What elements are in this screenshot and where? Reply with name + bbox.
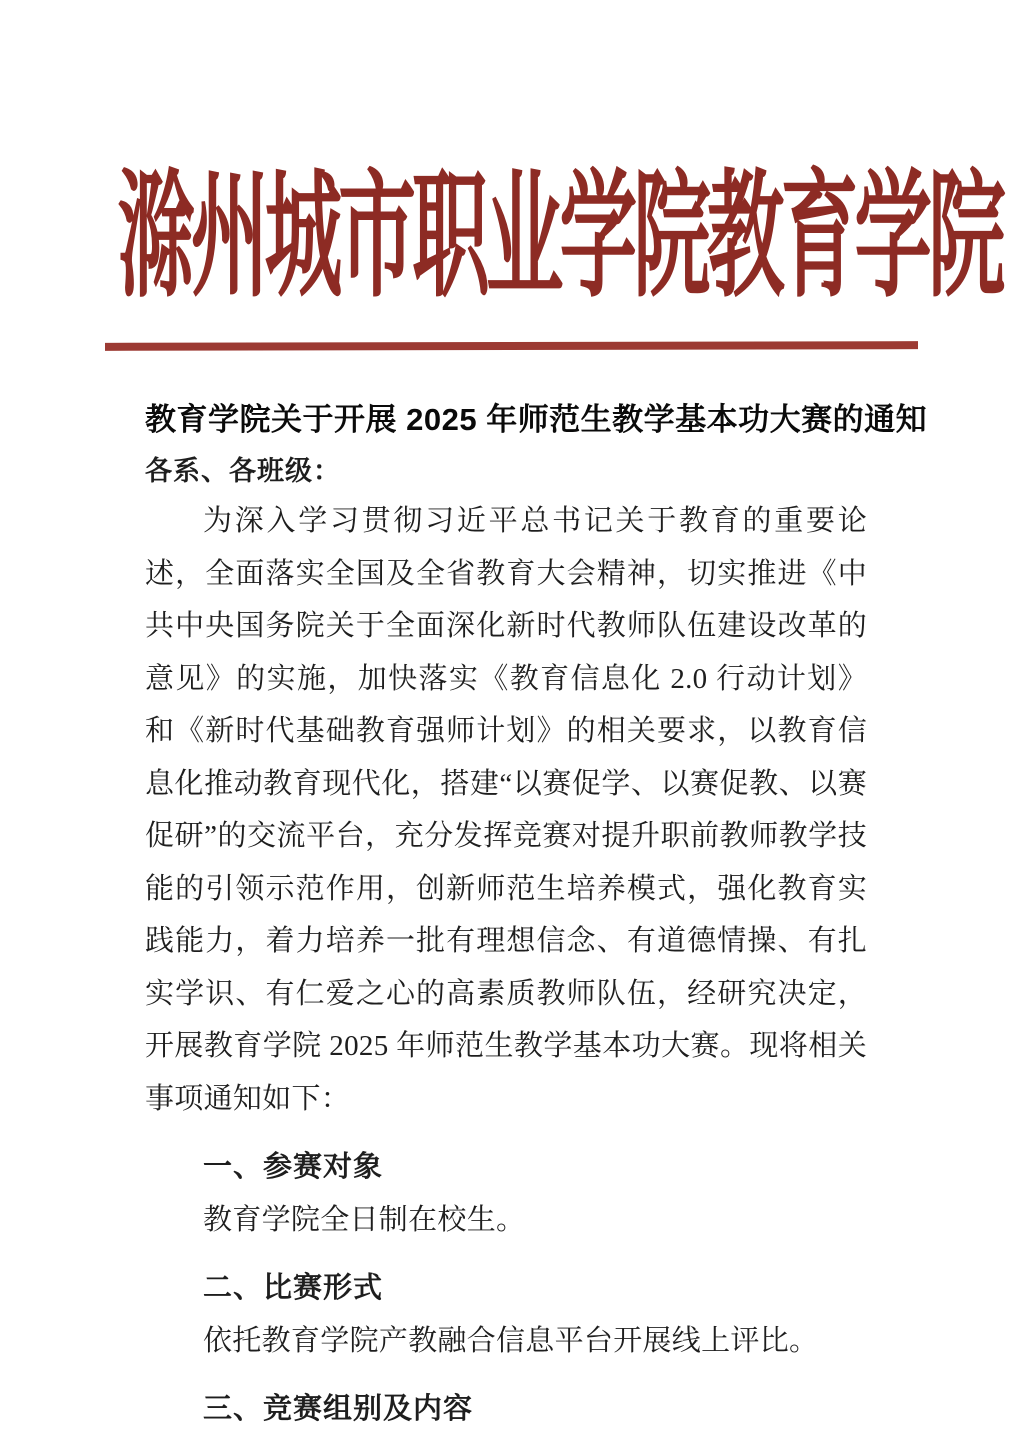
section-heading-3-groups: 三、竞赛组别及内容 — [203, 1393, 474, 1425]
salutation: 各系、各班级： — [145, 456, 341, 486]
section-heading-2-format: 二、比赛形式 — [203, 1272, 384, 1304]
letterhead-divider — [105, 341, 918, 351]
section-content-1-participants: 教育学院全日制在校生。 — [203, 1203, 526, 1236]
notice-title: 教育学院关于开展 2025 年师范生教学基本功大赛的通知 — [145, 402, 928, 437]
section-heading-1-participants: 一、参赛对象 — [203, 1151, 384, 1183]
letterhead — [105, 154, 1002, 322]
notice-paragraph: 为深入学习贯彻习近平总书记关于教育的重要论述，全面落实全国及全省教育大会精神，切实推进《中共中央国务院关于全面深化新时代教师队伍建设改革的意见》的实施，加快落实《教育信息化 2.0 行动计划》和《新时代基础教育强师计划》的相关要求，以教育信息化推动教育现代化，搭建“以赛促学、以赛促教、以赛促研”的交流平台，充分发挥竞赛对提升职前教师教学技能的引领示范作用，创新师范生培养模式，强化教育实践能力，着力培养一批有理想信念、有道德情操、有扎实学识、有仁爱之心的高素质教师队伍，经研究决定，开展教育学院 2025 年师范生教学基本功大赛。现将相关事项通知如下： — [145, 505, 867, 1115]
section-content-2-format: 依托教育学院产教融合信息平台开展线上评比。 — [203, 1324, 819, 1357]
letterhead-org-name: 滁州城市职业学院教育学院 — [117, 154, 1002, 317]
notice-body — [145, 398, 928, 1436]
